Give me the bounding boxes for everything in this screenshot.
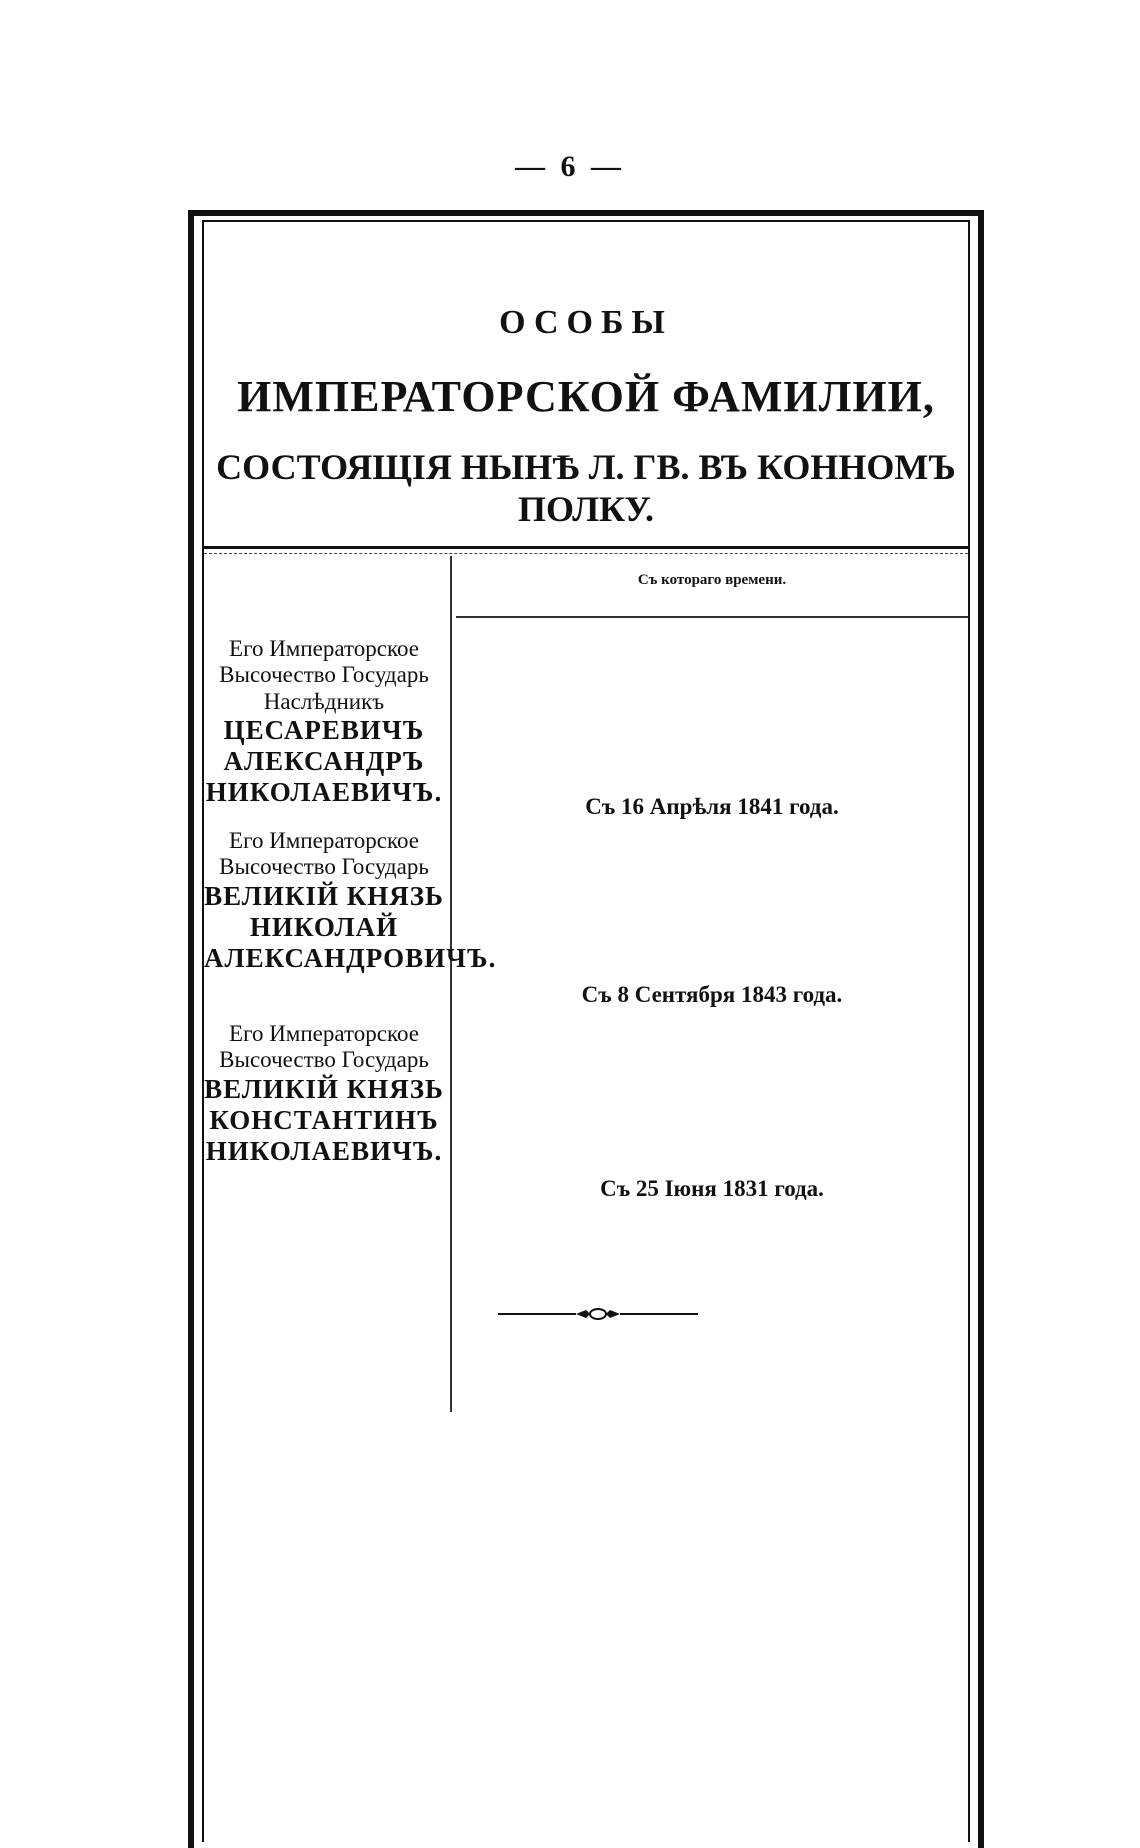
title-block xyxy=(204,216,968,549)
person-title: Его Императорское xyxy=(229,1021,419,1046)
title-line-3: СОСТОЯЩІЯ НЫНѢ Л. ГВ. ВЪ КОННОМЪ ПОЛКУ. xyxy=(216,447,956,529)
person-title: Его Императорское xyxy=(229,636,419,661)
header-dashed-rule xyxy=(204,553,968,555)
person-title: Высочество Государь xyxy=(219,854,429,880)
person-title: Его Императорское xyxy=(229,828,419,853)
date-entry-3: Съ 25 Іюня 1831 года. xyxy=(600,1176,824,1201)
person-name: АЛЕКСАНДРЪ xyxy=(223,746,425,777)
person-name: КОНСТАНТИНЪ xyxy=(209,1104,439,1135)
person-title: Высочество Государь xyxy=(219,662,429,688)
person-title: Высочество Государь xyxy=(219,1047,429,1073)
page-number: — 6 — xyxy=(515,150,625,183)
frame-inner-rule-right xyxy=(968,222,970,1842)
column-header: Съ котораго времени. xyxy=(637,572,787,588)
column-divider xyxy=(450,556,452,1412)
person-name: НИКОЛАЕВИЧЪ. xyxy=(205,1135,443,1166)
page-frame xyxy=(188,210,984,1848)
person-name: АЛЕКСАНДРОВИЧЪ. xyxy=(204,942,497,973)
date-entry-2: Съ 8 Сентября 1843 года. xyxy=(581,982,843,1007)
ornament-divider xyxy=(498,1304,698,1324)
column-header-rule xyxy=(456,616,968,618)
person-name: ЦЕСАРЕВИЧЪ xyxy=(223,715,425,746)
person-title: Наслѣдникъ xyxy=(263,688,385,714)
person-name: НИКОЛАЕВИЧЪ. xyxy=(205,777,443,808)
person-entry-3 xyxy=(204,1021,444,1167)
date-entry-1: Съ 16 Апрѣля 1841 года. xyxy=(585,794,839,819)
person-entry-1 xyxy=(204,636,444,808)
title-line-1: ОСОБЫ xyxy=(499,304,673,341)
person-name: ВЕЛИКІЙ КНЯЗЬ xyxy=(204,880,444,911)
person-name: ВЕЛИКІЙ КНЯЗЬ xyxy=(204,1073,444,1104)
person-entry-2 xyxy=(204,828,497,974)
person-name: НИКОЛАЙ xyxy=(249,911,399,942)
title-line-2: ИМПЕРАТОРСКОЙ ФАМИЛИИ, xyxy=(237,372,935,421)
